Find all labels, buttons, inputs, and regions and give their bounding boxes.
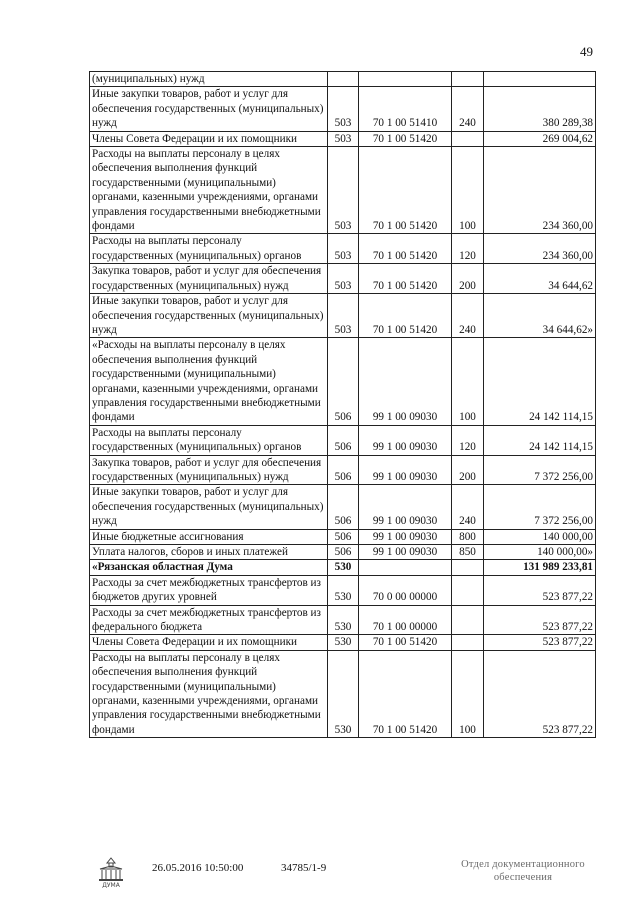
row-expense-type <box>452 560 484 575</box>
row-expense-type <box>452 605 484 635</box>
row-expense-type: 100 <box>452 338 484 425</box>
row-sum: 523 877,22 <box>484 605 596 635</box>
row-expense-type: 240 <box>452 87 484 131</box>
row-section: 503 <box>328 87 359 131</box>
row-section <box>328 72 359 87</box>
table-row <box>90 575 596 605</box>
row-target-article: 99 1 00 09030 <box>359 485 452 529</box>
budget-table <box>89 71 596 738</box>
row-name: Иные закупки товаров, работ и услуг для обеспечения государственных (муниципальных) нужд <box>90 485 328 529</box>
row-sum: 140 000,00 <box>484 529 596 544</box>
row-sum: 24 142 114,15 <box>484 338 596 425</box>
table-row <box>90 560 596 575</box>
row-name: Закупка товаров, работ и услуг для обеспечения государственных (муниципальных) нужд <box>90 455 328 485</box>
row-expense-type: 200 <box>452 264 484 294</box>
row-sum: 34 644,62» <box>484 294 596 338</box>
row-section: 506 <box>328 529 359 544</box>
row-expense-type: 100 <box>452 147 484 234</box>
stamp-line-2: обеспечения <box>493 872 553 883</box>
row-target-article: 70 1 00 51420 <box>359 650 452 737</box>
row-sum: 523 877,22 <box>484 635 596 650</box>
row-name: Иные закупки товаров, работ и услуг для обеспечения государственных (муниципальных) нужд <box>90 294 328 338</box>
row-sum: 131 989 233,81 <box>484 560 596 575</box>
budget-table-body <box>90 72 596 738</box>
row-section: 506 <box>328 485 359 529</box>
row-section: 530 <box>328 560 359 575</box>
row-sum: 24 142 114,15 <box>484 425 596 455</box>
row-sum: 140 000,00» <box>484 545 596 560</box>
page-number: 49 <box>580 44 593 59</box>
logo-caption: ДУМА <box>102 882 120 889</box>
row-expense-type <box>452 131 484 146</box>
row-target-article: 99 1 00 09030 <box>359 455 452 485</box>
row-section: 530 <box>328 635 359 650</box>
row-expense-type: 240 <box>452 294 484 338</box>
row-section: 503 <box>328 131 359 146</box>
footer-doc-code: 34785/1-9 <box>281 862 327 874</box>
stamp-line-1: Отдел документационного <box>461 859 585 870</box>
row-name: Расходы за счет межбюджетных трансфертов из федерального бюджета <box>90 605 328 635</box>
row-name: Иные бюджетные ассигнования <box>90 529 328 544</box>
table-row <box>90 545 596 560</box>
table-row <box>90 605 596 635</box>
row-target-article <box>359 72 452 87</box>
table-row <box>90 529 596 544</box>
table-row <box>90 294 596 338</box>
footer-timestamp: 26.05.2016 10:50:00 <box>152 862 244 874</box>
row-name: Расходы на выплаты персоналу государственных (муниципальных) органов <box>90 234 328 264</box>
row-section: 530 <box>328 650 359 737</box>
row-expense-type: 800 <box>452 529 484 544</box>
row-name: Расходы за счет межбюджетных трансфертов из бюджетов других уровней <box>90 575 328 605</box>
table-row <box>90 425 596 455</box>
row-target-article: 99 1 00 09030 <box>359 529 452 544</box>
row-target-article: 70 0 00 00000 <box>359 575 452 605</box>
row-section: 503 <box>328 264 359 294</box>
table-row <box>90 72 596 87</box>
row-sum: 523 877,22 <box>484 650 596 737</box>
row-section: 503 <box>328 147 359 234</box>
table-row <box>90 147 596 234</box>
row-target-article: 70 1 00 51420 <box>359 294 452 338</box>
row-expense-type: 120 <box>452 425 484 455</box>
row-section: 530 <box>328 575 359 605</box>
duma-building-icon <box>94 855 128 889</box>
row-expense-type <box>452 635 484 650</box>
row-target-article: 70 1 00 00000 <box>359 605 452 635</box>
row-section: 506 <box>328 425 359 455</box>
row-sum: 380 289,38 <box>484 87 596 131</box>
row-sum: 234 360,00 <box>484 234 596 264</box>
row-sum: 523 877,22 <box>484 575 596 605</box>
row-name: Расходы на выплаты персоналу государственных (муниципальных) органов <box>90 425 328 455</box>
row-name: Члены Совета Федерации и их помощники <box>90 635 328 650</box>
row-target-article: 70 1 00 51420 <box>359 234 452 264</box>
row-section: 506 <box>328 338 359 425</box>
row-name: Расходы на выплаты персоналу в целях обеспечения выполнения функций государственными (муниципальными) органами, казенными учреждениями, органами управления государственными внебюджетными фондами <box>90 650 328 737</box>
row-target-article: 70 1 00 51420 <box>359 131 452 146</box>
row-sum <box>484 72 596 87</box>
row-name: Расходы на выплаты персоналу в целях обеспечения выполнения функций государственными (муниципальными) органами, казенными учреждениями, органами управления государственными внебюджетными фондами <box>90 147 328 234</box>
table-row <box>90 650 596 737</box>
row-expense-type: 120 <box>452 234 484 264</box>
table-row <box>90 234 596 264</box>
row-section: 506 <box>328 545 359 560</box>
row-sum: 34 644,62 <box>484 264 596 294</box>
row-name: «Рязанская областная Дума <box>90 560 328 575</box>
row-sum: 269 004,62 <box>484 131 596 146</box>
table-row <box>90 338 596 425</box>
row-target-article: 70 1 00 51420 <box>359 635 452 650</box>
row-expense-type: 200 <box>452 455 484 485</box>
row-expense-type: 240 <box>452 485 484 529</box>
row-section: 503 <box>328 294 359 338</box>
row-target-article: 99 1 00 09030 <box>359 425 452 455</box>
row-expense-type <box>452 72 484 87</box>
row-sum: 7 372 256,00 <box>484 455 596 485</box>
row-section: 506 <box>328 455 359 485</box>
row-name: «Расходы на выплаты персоналу в целях обеспечения выполнения функций государственными (муниципальными) органами, казенными учреждениями, органами управления государственными внебюджетными фондами <box>90 338 328 425</box>
row-target-article: 70 1 00 51420 <box>359 264 452 294</box>
row-target-article: 70 1 00 51410 <box>359 87 452 131</box>
row-sum: 234 360,00 <box>484 147 596 234</box>
table-row <box>90 485 596 529</box>
row-target-article <box>359 560 452 575</box>
row-name: Члены Совета Федерации и их помощники <box>90 131 328 146</box>
row-expense-type: 850 <box>452 545 484 560</box>
row-name: Уплата налогов, сборов и иных платежей <box>90 545 328 560</box>
department-stamp <box>448 858 598 884</box>
row-target-article: 99 1 00 09030 <box>359 545 452 560</box>
row-sum: 7 372 256,00 <box>484 485 596 529</box>
row-name: Закупка товаров, работ и услуг для обеспечения государственных (муниципальных) нужд <box>90 264 328 294</box>
row-name: (муниципальных) нужд <box>90 72 328 87</box>
table-row <box>90 635 596 650</box>
table-row <box>90 87 596 131</box>
row-expense-type: 100 <box>452 650 484 737</box>
table-row <box>90 264 596 294</box>
table-row <box>90 131 596 146</box>
row-section: 530 <box>328 605 359 635</box>
table-row <box>90 455 596 485</box>
row-target-article: 70 1 00 51420 <box>359 147 452 234</box>
row-name: Иные закупки товаров, работ и услуг для обеспечения государственных (муниципальных) нужд <box>90 87 328 131</box>
row-section: 503 <box>328 234 359 264</box>
row-expense-type <box>452 575 484 605</box>
row-target-article: 99 1 00 09030 <box>359 338 452 425</box>
